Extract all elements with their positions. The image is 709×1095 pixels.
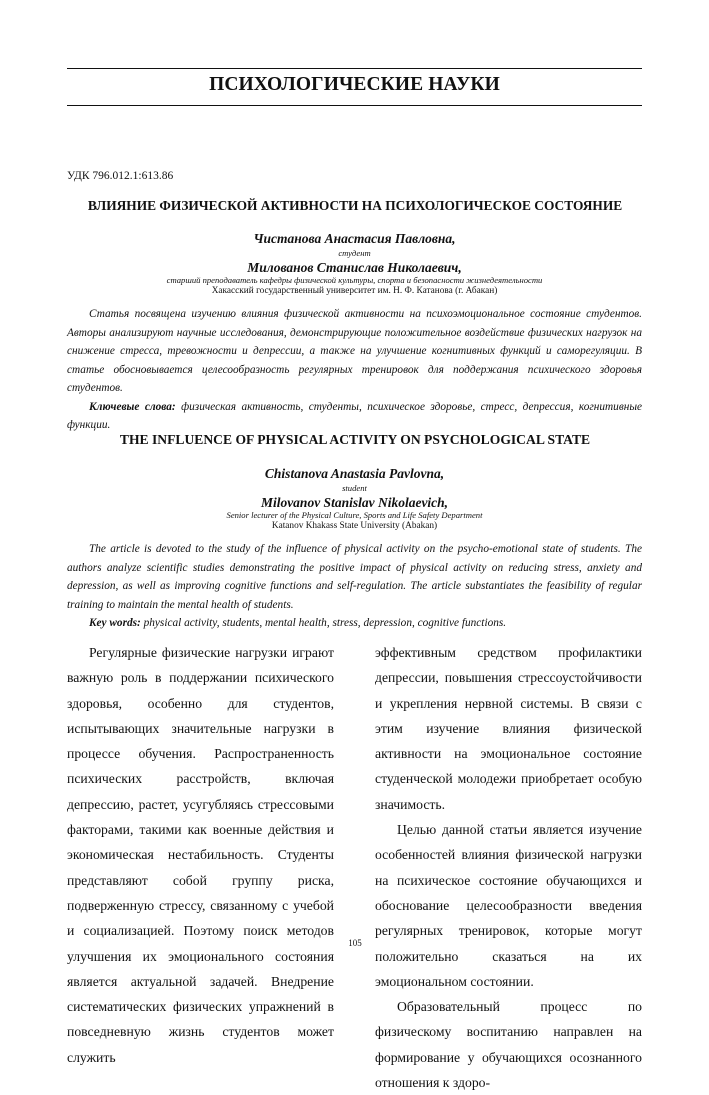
author-name: Чистанова Анастасия Павловна,: [253, 231, 456, 246]
keywords-text: физическая активность, студенты, психическое здоровье, стресс, депрессия, когнитивные функции.: [67, 400, 642, 431]
keywords-label: Key words:: [89, 617, 141, 629]
udk-code: УДК 796.012.1:613.86: [67, 170, 174, 182]
keywords-en: [67, 614, 642, 633]
body-column-right: [375, 640, 642, 1095]
author-role: Senior lecturer of the Physical Culture, Sports and Life Safety Department: [226, 510, 483, 520]
article-title-ru: ВЛИЯНИЕ ФИЗИЧЕСКОЙ АКТИВНОСТИ НА ПСИХОЛОГИЧЕСКОЕ СОСТОЯНИЕ: [87, 198, 623, 213]
header-top-rule: [67, 68, 642, 69]
header-bottom-rule: [67, 105, 642, 106]
abstract-text: Статья посвящена изучению влияния физической активности на психоэмоциональное состояние студентов. Авторы анализируют научные исследования, демонстрирующие положительное воздействие физических нагрузок на снижение стресса, тревожности и депрессии, а также на улучшение когнитивных функций и саморегуляции. В статье обосновывается целесообразность регулярных тренировок для поддержания психического здоровья студентов.: [67, 308, 642, 394]
abstract-text: The article is devoted to the study of the influence of physical activity on the psycho-emotional state of students. The authors analyze scientific studies demonstrating the positive impact of physical activity on reducing stress, anxiety and depression, as well as improving cognitive functions and self-regulation. The article substantiates the feasibility of regular training to maintain the mental health of students.: [67, 543, 642, 611]
authors-en: [67, 466, 642, 532]
author-name: Chistanova Anastasia Pavlovna,: [264, 466, 445, 481]
affiliation: Katanov Khakass State University (Abakan): [271, 521, 438, 531]
author-name: Milovanov Stanislav Nikolaevich,: [260, 495, 449, 510]
body-paragraph: Образовательный процесс по физическому воспитанию направлен на формирование у обучающихся осознанного отношения к здоро-: [375, 999, 642, 1091]
keywords-ru: [67, 398, 642, 435]
author-role: старший преподаватель кафедры физической культуры, спорта и безопасности жизнедеятельности: [166, 275, 543, 285]
keywords-text: physical activity, students, mental health, stress, depression, cognitive functions.: [140, 617, 507, 629]
body-paragraph: эффективным средством профилактики депрессии, повышения стрессоустойчивости и укрепления нервной системы. В связи с этим изучение влияния физической активности на эмоциональное состояние студенческой молодежи приобретает особую значимость.: [375, 645, 642, 812]
section-heading: ПСИХОЛОГИЧЕСКИЕ НАУКИ: [209, 74, 500, 95]
abstract-ru: [67, 305, 642, 435]
page-number: 105: [348, 938, 362, 948]
author-role: student: [342, 483, 367, 493]
body-column-left: [67, 640, 334, 1070]
article-title-en: THE INFLUENCE OF PHYSICAL ACTIVITY ON PSYCHOLOGICAL STATE: [119, 432, 591, 447]
keywords-label: Ключевые слова:: [89, 400, 176, 413]
body-paragraph: Регулярные физические нагрузки играют важную роль в поддержании психического здоровья, особенно для студентов, испытывающих значительные нагрузки в процессе обучения. Распространенность психических расстройств, включая депрессию, растет, усугубляясь стрессовыми факторами, такими как военные действия и экономическая нестабильность. Студенты представляют собой группу риска, подверженную стрессу, связанному с учебой и социализацией. Поэтому поиск методов улучшения их эмоционального состояния является актуальной задачей. Внедрение систематических физических упражнений в повседневную жизнь студентов может служить: [67, 645, 334, 1065]
abstract-en: [67, 540, 642, 633]
body-paragraph: Целью данной статьи является изучение особенностей влияния физической нагрузки на психическое состояние обучающихся и обоснование целесообразности введения регулярных тренировок, которые могут положительно сказаться на их эмоциональном состоянии.: [375, 822, 642, 989]
authors-ru: [67, 231, 642, 297]
author-name: Милованов Станислав Николаевич,: [247, 260, 462, 275]
affiliation: Хакасский государственный университет им. Н. Ф. Катанова (г. Абакан): [211, 286, 498, 296]
author-role: студент: [338, 248, 371, 258]
